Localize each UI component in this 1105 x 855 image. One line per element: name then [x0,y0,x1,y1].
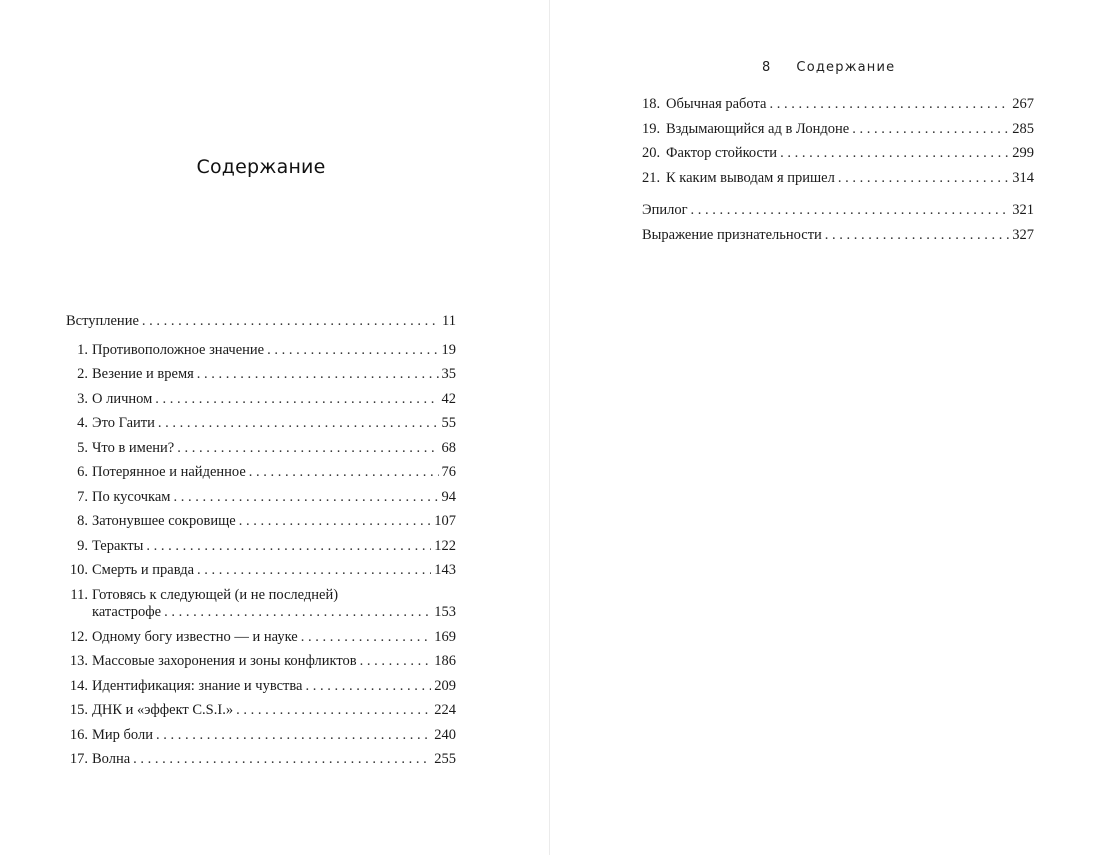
toc-entry-number: 14. [69,677,88,694]
toc-entry[interactable] [66,436,456,461]
toc-entry-title: Мир боли [92,726,153,743]
toc-entry-page: 299 [1012,145,1034,161]
toc-entry-title: Затонувшее сокровище [92,513,236,529]
toc-entry[interactable] [66,625,456,650]
toc-entry-number: 8. [77,513,88,529]
dot-leader [158,411,439,436]
toc-entry-line-1 [66,587,456,604]
dot-leader [155,387,438,412]
toc-entry[interactable] [642,141,1034,166]
toc-entry-page: 267 [1012,96,1034,112]
dot-leader [780,141,1009,166]
toc-entry[interactable] [642,166,1034,191]
toc-entry-number: 7. [77,488,88,505]
toc-entry[interactable] [66,534,456,559]
dot-leader [691,198,1010,223]
toc-entry-page: 143 [434,562,456,578]
toc-entry-title: Обычная работа [666,96,767,112]
left-page [0,0,549,855]
toc-entry[interactable] [642,117,1034,142]
toc-entry-number: 11. [70,586,88,603]
toc-entry-number: 18. [642,96,661,112]
dot-leader [142,309,439,334]
dot-leader [825,223,1009,248]
toc-entry-page: 327 [1012,226,1034,243]
toc-entry-page: 19 [441,341,456,358]
toc-entry-number: 2. [77,366,88,382]
toc-entry-title: Идентификация: знание и чувства [92,677,303,694]
toc-entry-title: Эпилог [642,202,688,218]
dot-leader [305,674,431,699]
toc-entry-title: О личном [92,390,153,407]
toc-entry-number: 1. [77,341,88,358]
toc-entry-page: 209 [434,677,456,694]
toc-entry[interactable] [66,723,456,748]
toc-entry[interactable] [66,649,456,674]
toc-entry-title: Выражение признательности [642,226,822,243]
toc-entry-page: 224 [434,702,456,718]
dot-leader [769,92,1009,117]
toc-entry-title: Везение и время [92,366,194,382]
toc-entry-number: 19. [642,120,661,137]
page-number: 8 [762,60,771,75]
toc-entry[interactable] [66,338,456,363]
toc-entry-page: 107 [434,513,456,529]
toc-entry[interactable] [66,387,456,412]
right-page [550,0,1105,855]
toc-entry-page: 314 [1012,169,1034,186]
toc-entry[interactable] [66,558,456,583]
dot-leader [146,534,431,559]
toc-entry-title: По кусочкам [92,488,171,505]
toc-entry-number: 5. [77,439,88,456]
toc-entry-title: Массовые захоронения и зоны конфликтов [92,653,357,669]
toc-entry-page: 169 [434,628,456,645]
toc-entry-title-continued: катастрофе [92,603,162,620]
toc-entry-title: Вступление [66,313,139,329]
dot-leader [236,698,431,723]
dot-leader [164,604,431,621]
toc-entry[interactable] [66,509,456,534]
toc-entry-page: 94 [441,488,456,505]
toc-entry-number: 20. [642,145,661,161]
toc-entry-number: 17. [69,751,88,767]
toc-entry-page: 285 [1012,120,1034,137]
dot-leader [852,117,1009,142]
toc-entry-number: 21. [642,169,661,186]
dot-leader [197,558,431,583]
toc-entry[interactable] [66,362,456,387]
toc-entry-number: 6. [77,464,88,480]
toc-entry-number: 16. [69,726,88,743]
toc-entry-title: Одному богу известно — и науке [92,628,298,645]
toc-entry-page: 240 [434,726,456,743]
toc-entry[interactable] [66,309,456,334]
toc-entry-page: 186 [434,653,456,669]
toc-entry-title: Это Гаити [92,415,155,431]
toc-entry-page: 321 [1012,202,1034,218]
toc-entry-title: Противоположное значение [92,341,265,358]
dot-leader [239,509,432,534]
toc-entry[interactable] [66,583,456,625]
toc-entry-title: Фактор стойкости [666,145,778,161]
toc-entry-title: К каким выводам я пришел [666,169,835,186]
dot-leader [177,436,438,461]
toc-entry-title: Вздымающийся ад в Лондоне [666,120,850,137]
toc-entry-number: 12. [69,628,88,645]
running-head [762,60,895,75]
dot-leader [301,625,432,650]
toc-entry[interactable] [642,223,1034,248]
running-head-title: Содержание [796,60,896,75]
toc-entry-number: 13. [69,653,88,669]
toc-entry[interactable] [66,485,456,510]
toc-heading: Содержание [196,156,326,178]
toc-entry[interactable] [66,747,456,772]
toc-entry-title: Потерянное и найденное [92,464,246,480]
toc-list-left [66,309,456,772]
toc-entry-page: 255 [434,751,456,767]
toc-entry-title: Смерть и правда [92,562,195,578]
toc-entry[interactable] [66,460,456,485]
toc-entry-title: Теракты [92,537,144,554]
toc-entry[interactable] [66,698,456,723]
dot-leader [267,338,438,363]
toc-entry[interactable] [66,674,456,699]
toc-entry-title: Волна [92,751,131,767]
toc-entry-title: Что в имени? [92,439,175,456]
toc-entry-page: 11 [442,313,456,329]
toc-entry-title: Готовясь к следующей (и не последней) [92,586,339,603]
dot-leader [133,747,431,772]
dot-leader [173,485,438,510]
dot-leader [197,362,439,387]
dot-leader [156,723,431,748]
dot-leader [360,649,432,674]
toc-entry-page: 55 [441,415,456,431]
toc-entry-title: ДНК и «эффект C.S.I.» [92,702,234,718]
toc-list-right [642,92,1034,247]
toc-entry-page: 76 [441,464,456,480]
toc-entry-page: 68 [441,439,456,456]
dot-leader [838,166,1009,191]
toc-entry[interactable] [642,198,1034,223]
toc-entry-number: 10. [69,562,88,578]
toc-entry-page: 35 [441,366,456,382]
toc-entry-number: 9. [77,537,88,554]
toc-entry-page: 42 [441,390,456,407]
toc-entry-page: 153 [434,603,456,620]
toc-entry[interactable] [66,411,456,436]
dot-leader [249,460,439,485]
toc-entry[interactable] [642,92,1034,117]
toc-entry-page: 122 [434,537,456,554]
toc-entry-line-2 [66,604,456,621]
toc-entry-number: 4. [77,415,88,431]
toc-entry-number: 3. [77,390,88,407]
toc-entry-number: 15. [69,702,88,718]
